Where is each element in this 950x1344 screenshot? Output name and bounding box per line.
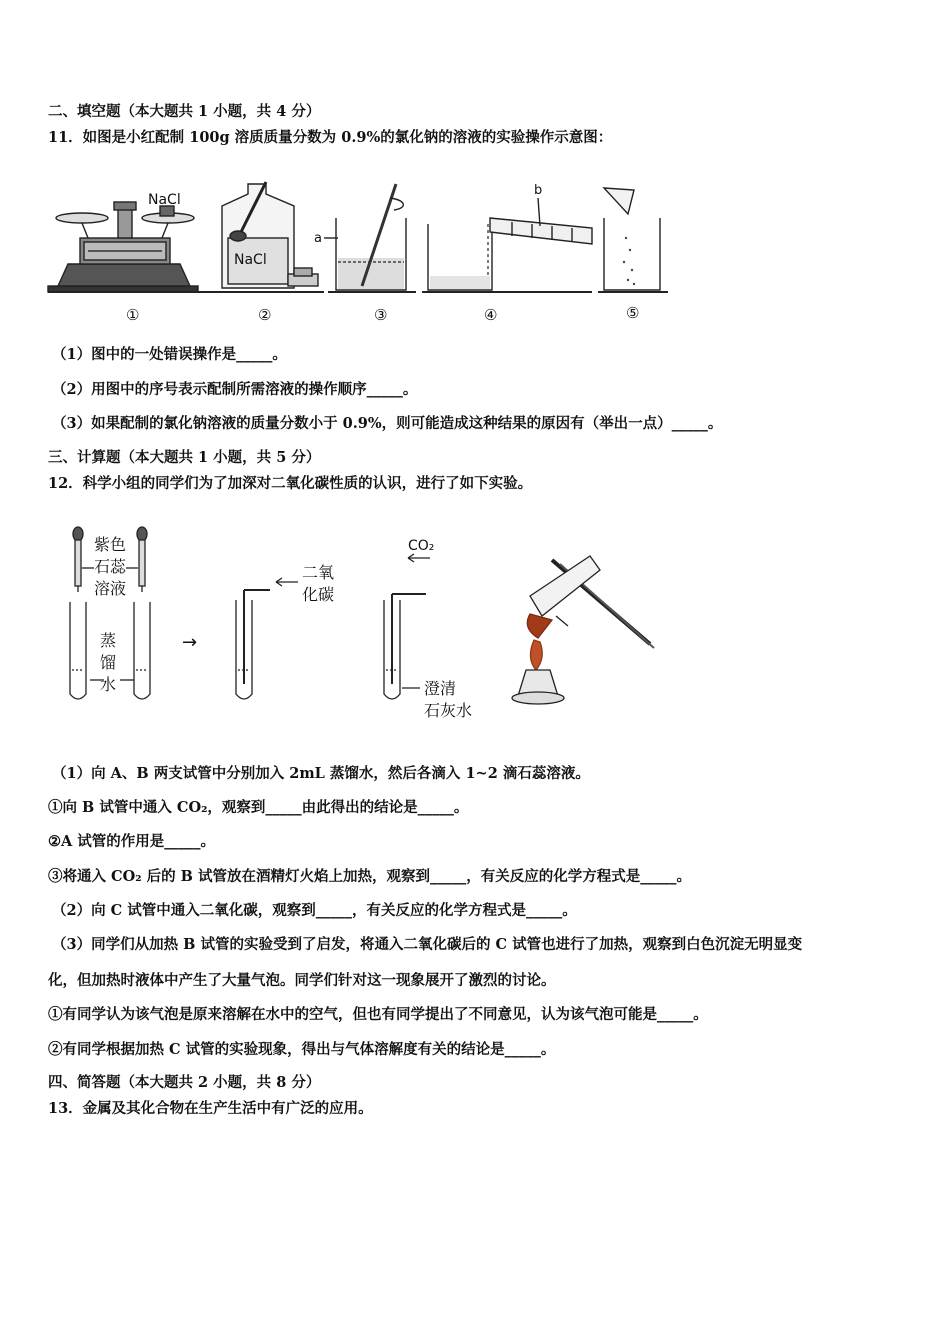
q12-part3-line2: 化，但加热时液体中产生了大量气泡。同学们针对这一现象展开了激烈的讨论。 <box>48 972 556 989</box>
litmus-label-3: 溶液 <box>94 579 127 598</box>
q12-figure <box>60 520 680 730</box>
co2-text-label-2: 化碳 <box>302 585 335 604</box>
limewater-label-2: 石灰水 <box>424 701 473 720</box>
label-b: b <box>534 183 543 198</box>
q12-part1-c: ③将通入 CO₂ 后的 B 试管放在酒精灯火焰上加热，观察到_____，有关反应的化学方程式是_____。 <box>48 868 691 885</box>
section-heading-calculation: 三、计算题（本大题共 1 小题，共 5 分） <box>48 449 321 466</box>
q12-part3-a: ①有同学认为该气泡是原来溶解在水中的空气，但也有同学提出了不同意见，认为该气泡可能是_____。 <box>48 1006 708 1023</box>
step-label-1: ① <box>126 306 140 324</box>
cylinder-pouring <box>428 198 592 290</box>
q12-part2: （2）向 C 试管中通入二氧化碳，观察到_____，有关反应的化学方程式是_____。 <box>52 902 577 919</box>
water-label-1: 蒸 <box>100 631 117 650</box>
dropper-a <box>73 527 83 592</box>
step-label-2: ② <box>258 306 272 324</box>
question-12-stem: 12．科学小组的同学们为了加深对二氧化碳性质的认识，进行了如下实验。 <box>48 475 533 492</box>
dropper-b <box>137 527 147 592</box>
q11-figure <box>44 178 684 328</box>
step-label-3: ③ <box>374 306 388 324</box>
heating-apparatus <box>512 556 654 704</box>
q12-part1: （1）向 A、B 两支试管中分别加入 2mL 蒸馏水，然后各滴入 1~2 滴石蕊溶液。 <box>52 765 590 782</box>
test-tube-a <box>70 602 86 699</box>
question-11-stem: 11．如图是小红配制 100g 溶质质量分数为 0.9%的氯化钠的溶液的实验操作示意图： <box>48 129 613 146</box>
balance-apparatus <box>48 202 198 292</box>
beaker-stirring <box>324 184 406 290</box>
reagent-bottle <box>222 182 318 288</box>
q11-sub2: （2）用图中的序号表示配制所需溶液的操作顺序_____。 <box>52 381 418 398</box>
step-label-4: ④ <box>484 306 498 324</box>
step-label-5: ⑤ <box>626 304 640 322</box>
label-a: a <box>314 231 322 246</box>
water-label-2: 馏 <box>100 653 117 672</box>
q12-part1-a: ①向 B 试管中通入 CO₂，观察到_____由此得出的结论是_____。 <box>48 799 469 816</box>
water-label-3: 水 <box>100 675 117 694</box>
test-tube-b <box>134 602 150 699</box>
test-tube-c <box>384 554 430 699</box>
co2-text-label-1: 二氧 <box>302 563 335 582</box>
question-13-stem: 13．金属及其化合物在生产生活中有广泛的应用。 <box>48 1100 373 1117</box>
litmus-label-2: 石蕊 <box>94 557 127 576</box>
q12-part3-b: ②有同学根据加热 C 试管的实验现象，得出与气体溶解度有关的结论是_____。 <box>48 1041 556 1058</box>
section-heading-short-answer: 四、简答题（本大题共 2 小题，共 8 分） <box>48 1074 321 1091</box>
q12-part3-line1: （3）同学们从加热 B 试管的实验受到了启发，将通入二氧化碳后的 C 试管也进行了加热，观察到白色沉淀无明显变 <box>52 936 803 953</box>
q12-part1-b: ②A 试管的作用是_____。 <box>48 833 216 850</box>
test-tube-co2 <box>236 578 298 699</box>
nacl-label-balance: NaCl <box>148 192 181 208</box>
q11-sub1: （1）图中的一处错误操作是_____。 <box>52 346 287 363</box>
q11-figure-svg <box>44 178 684 328</box>
co2-formula-label: CO₂ <box>408 538 435 554</box>
beaker-pouring-solid <box>604 188 660 290</box>
q11-sub3: （3）如果配制的氯化钠溶液的质量分数小于 0.9%，则可能造成这种结果的原因有（举出一点）_____。 <box>52 415 723 432</box>
nacl-label-bottle: NaCl <box>234 252 267 268</box>
litmus-label-1: 紫色 <box>94 535 127 554</box>
limewater-label-1: 澄清 <box>424 679 457 698</box>
section-heading-fill-blank: 二、填空题（本大题共 1 小题，共 4 分） <box>48 103 321 120</box>
q12-figure-svg <box>60 520 680 730</box>
process-arrow: → <box>182 632 198 653</box>
